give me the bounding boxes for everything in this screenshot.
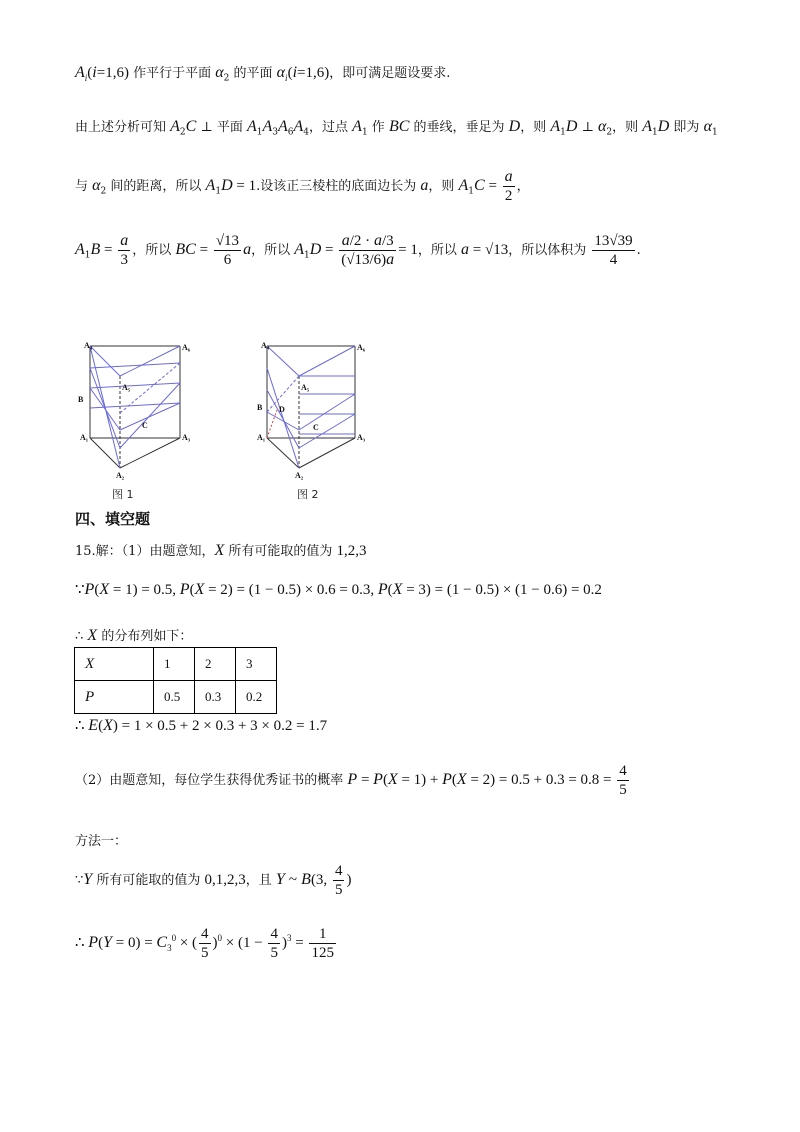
q15-intro: 15.解：（1）由题意知，X 所有可能取的值为 1,2,3 — [75, 542, 367, 559]
q15-method1: 方法一： — [75, 834, 128, 849]
table-row — [75, 681, 277, 714]
q15-y-values: ∵Y 所有可能取的值为 0,1,2,3，且 Y ~ B(3, $\frac{4}{5}$ ) — [75, 863, 352, 898]
prism-figure-1 — [70, 338, 210, 488]
table-header-p: P — [75, 681, 154, 714]
svg-text:A₆: A₆ — [182, 343, 191, 352]
table-cell: 1 — [154, 648, 195, 681]
svg-text:A₁: A₁ — [257, 433, 266, 442]
svg-text:B: B — [78, 395, 84, 404]
table-header-x: X — [75, 648, 154, 681]
table-cell: 2 — [195, 648, 236, 681]
section-title: 四、填空题 — [75, 510, 151, 528]
svg-text:A₅: A₅ — [122, 383, 131, 392]
svg-text:A₅: A₅ — [301, 383, 310, 392]
text-line-3: 与 $\alpha_2$ 间的距离，所以 $A_1D = 1$.设该正三棱柱的底面边长为 a，则 $A_1C$ = $\frac{a}{2}$ ， — [75, 168, 530, 204]
table-cell: 0.5 — [154, 681, 195, 714]
text-line-1: $A_i(i=1,6)$ 作平行于平面 $\alpha_2$ 的平面 $\alpha_i(i=1,6)$，即可满足题设要求. — [75, 64, 451, 84]
svg-text:A₄: A₄ — [261, 341, 270, 350]
table-row — [75, 648, 277, 681]
svg-text:D: D — [279, 405, 285, 414]
text-line-2: 由上述分析可知 $A_2C$ ⊥ 平面 $A_1A_3A_6A_4$，过点 $A_1$ 作 BC 的垂线，垂足为 D，则 $A_1D$ ⊥ $\alpha_2$，则 $A_1D$ 即为 $\alpha_1$ — [75, 118, 718, 138]
q15-p-y0: ∴ $P(Y = 0) = C_3^0$ × ( $\frac{4}{5}$ )$^0$ × (1 − $\frac{4}{5}$ )$^3$ = $\frac{1}{125}$ — [75, 926, 334, 961]
q15-dist-intro: ∴ X 的分布列如下： — [75, 627, 193, 644]
q15-expectation: ∴ E(X) = 1 × 0.5 + 2 × 0.3 + 3 × 0.2 = 1.7 — [75, 717, 328, 734]
q15-probabilities: ∵P(X = 1) = 0.5, P(X = 2) = (1 − 0.5) × 0.6 = 0.3, P(X = 3) = (1 − 0.5) × (1 − 0.6) = 0.2 — [75, 581, 602, 598]
svg-text:A₆: A₆ — [357, 343, 366, 352]
svg-text:A₃: A₃ — [182, 433, 191, 442]
table-cell: 3 — [236, 648, 277, 681]
svg-text:B: B — [257, 403, 263, 412]
svg-text:A₁: A₁ — [80, 433, 89, 442]
svg-text:C: C — [313, 423, 319, 432]
figure-1-caption: 图 1 — [112, 488, 134, 501]
distribution-table — [74, 647, 277, 714]
svg-text:A₄: A₄ — [84, 341, 93, 350]
table-cell: 0.2 — [236, 681, 277, 714]
text-line-4: $A_1B$ = $\frac{a}{3}$ ，所以 BC = $\frac{√13}{6}$ a，所以 $A_1D$ = $\frac{a/2 \cdot a/3}{(√13/6)a}$ = 1，所以 a = √13，所以体积为 $\frac{13√39}{4}$ . — [75, 232, 641, 268]
svg-text:A₂: A₂ — [295, 471, 304, 480]
figure-2-caption: 图 2 — [297, 488, 319, 501]
table-cell: 0.3 — [195, 681, 236, 714]
prism-figure-2 — [255, 338, 395, 488]
svg-text:A₃: A₃ — [357, 433, 366, 442]
q15-part2: （2）由题意知，每位学生获得优秀证书的概率 P = P(X = 1) + P(X = 2) = 0.5 + 0.3 = 0.8 = $\frac{4}{5}$ — [75, 763, 627, 798]
svg-text:A₂: A₂ — [116, 471, 125, 480]
svg-text:C: C — [142, 421, 148, 430]
